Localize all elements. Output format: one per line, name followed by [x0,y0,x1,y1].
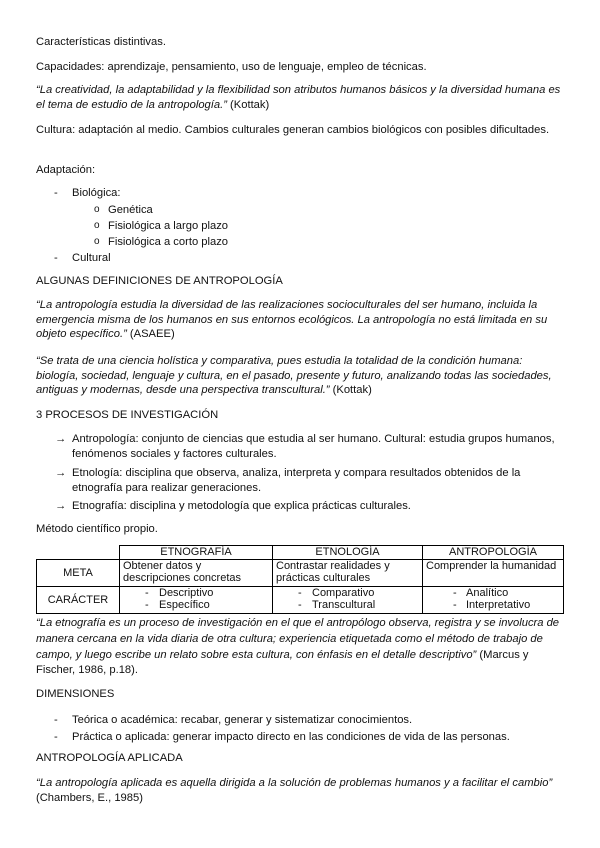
quote-asaee [36,298,566,342]
comparison-table [36,545,564,614]
quote-chambers [36,776,566,805]
paragraph-metodo: Método científico propio. [36,523,158,535]
quote-author: (ASAEE) [126,328,175,341]
table-header-etnologia: ETNOLOGÍA [273,546,423,560]
list-item-fisiologica-largo: o Fisiológica a largo plazo [94,220,229,233]
list-item-etnologia: → Etnología: disciplina que observa, analiza, interpreta y compara resultados obtenidos de la etnografía para realizar generaciones. [55,467,521,494]
list-item-genetica: o Genética [94,204,153,216]
quote-marcus-fischer [36,616,566,679]
dimensiones-list [54,712,510,746]
heading-dimensiones: DIMENSIONES [36,688,115,700]
quote-text: “Se trata de una ciencia holística y comparativa, pues estudia la totalidad de la condición humana: biología, sociedad, lenguaje y cultura, en el pasado, presente y futuro, analizando todas las sociedades, antiguas y modernas, desde una perspectiva transcultural.” [36,355,552,397]
quote-kottak-creatividad [36,83,566,112]
procesos-list [55,432,567,514]
paragraph-capacidades: Capacidades: aprendizaje, pensamiento, uso de lenguaje, empleo de técnicas. [36,61,427,73]
quote-author: (Kottak) [329,384,372,397]
table-cell: Contrastar realidades y prácticas culturales [273,560,423,587]
adaptacion-list-cultural [54,251,111,266]
list-item-antropologia: → Antropología: conjunto de ciencias que estudia al ser humano. Cultural: estudia grupos humanos, fenómenos sociales y factores culturales. [55,433,555,460]
table-cell [273,587,423,614]
list-item: - Específico [145,599,210,612]
list-item-biologica: - Biológica: [54,187,121,199]
quote-author: (Marcus y Fischer, 1986, p.18). [36,648,529,677]
heading-aplicada: ANTROPOLOGÍA APLICADA [36,752,183,764]
list-item-teorica: - Teórica o académica: recabar, generar y sistematizar conocimientos. [54,714,413,726]
quote-text: “La creatividad, la adaptabilidad y la flexibilidad son atributos humanos básicos y la diversidad humana es el tema de estudio de la antropología.” [36,84,561,111]
table-cell [120,587,273,614]
table-header-etnografia: ETNOGRAFÍA [120,546,273,560]
quote-author: (Chambers, E., 1985) [36,791,143,804]
heading-definiciones: ALGUNAS DEFINICIONES DE ANTROPOLOGÍA [36,275,283,287]
table-cell: Comprender la humanidad [423,560,564,587]
paragraph-cultura: Cultura: adaptación al medio. Cambios culturales generan cambios biológicos con posibles dificultades. [36,124,550,136]
table-row-label-caracter: CARÁCTER [37,587,120,614]
heading-caracteristicas: Características distintivas. [36,36,166,48]
heading-procesos: 3 PROCESOS DE INVESTIGACIÓN [36,409,219,421]
table-header-row [37,546,564,560]
table-corner [37,546,120,560]
list-item-practica: - Práctica o aplicada: generar impacto directo en las condiciones de vida de las personas. [54,731,510,743]
list-item-fisiologica-corto: o Fisiológica a corto plazo [94,236,229,249]
table-cell: Obtener datos y descripciones concretas [120,560,273,587]
quote-text: “La antropología aplicada es aquella dirigida a la solución de problemas humanos y a facilitar el cambio” [36,777,553,789]
list-item: - Descriptivo [145,587,214,599]
table-row-caracter [37,587,564,614]
list-item: - Analítico [453,587,509,599]
heading-adaptacion: Adaptación: [36,164,96,176]
quote-author: (Kottak) [226,98,270,111]
quote-kottak-holistica [36,354,566,398]
list-item: - Comparativo [298,587,375,599]
biologica-sublist [94,202,229,251]
table-header-antropologia: ANTROPOLOGÍA [423,546,564,560]
list-item-etnografia: → Etnografía: disciplina y metodología que explica prácticas culturales. [55,500,411,512]
table-row-meta [37,560,564,587]
list-item: - Transcultural [298,599,376,612]
table-cell [423,587,564,614]
table-row-label-meta: META [37,560,120,587]
adaptacion-list [54,186,121,202]
quote-text: “La antropología estudia la diversidad de las realizaciones socioculturales del ser humano, incluida la emergencia misma de los humanos en sus entornos ecológicos. La antropología no está limitada en su objeto específico.” [36,299,548,341]
list-item: - Interpretativo [453,599,531,612]
quote-text: “La etnografía es un proceso de investigación en el que el antropólogo observa, registra y se involucra de manera cercana en la vida diaria de otra cultura; experiencia etiquetada como el método de trabajo de campo, y luego escribe un relato sobre esta cultura, con énfasis en el detalle descriptivo” [36,617,560,661]
list-item-cultural: - Cultural [54,252,111,264]
